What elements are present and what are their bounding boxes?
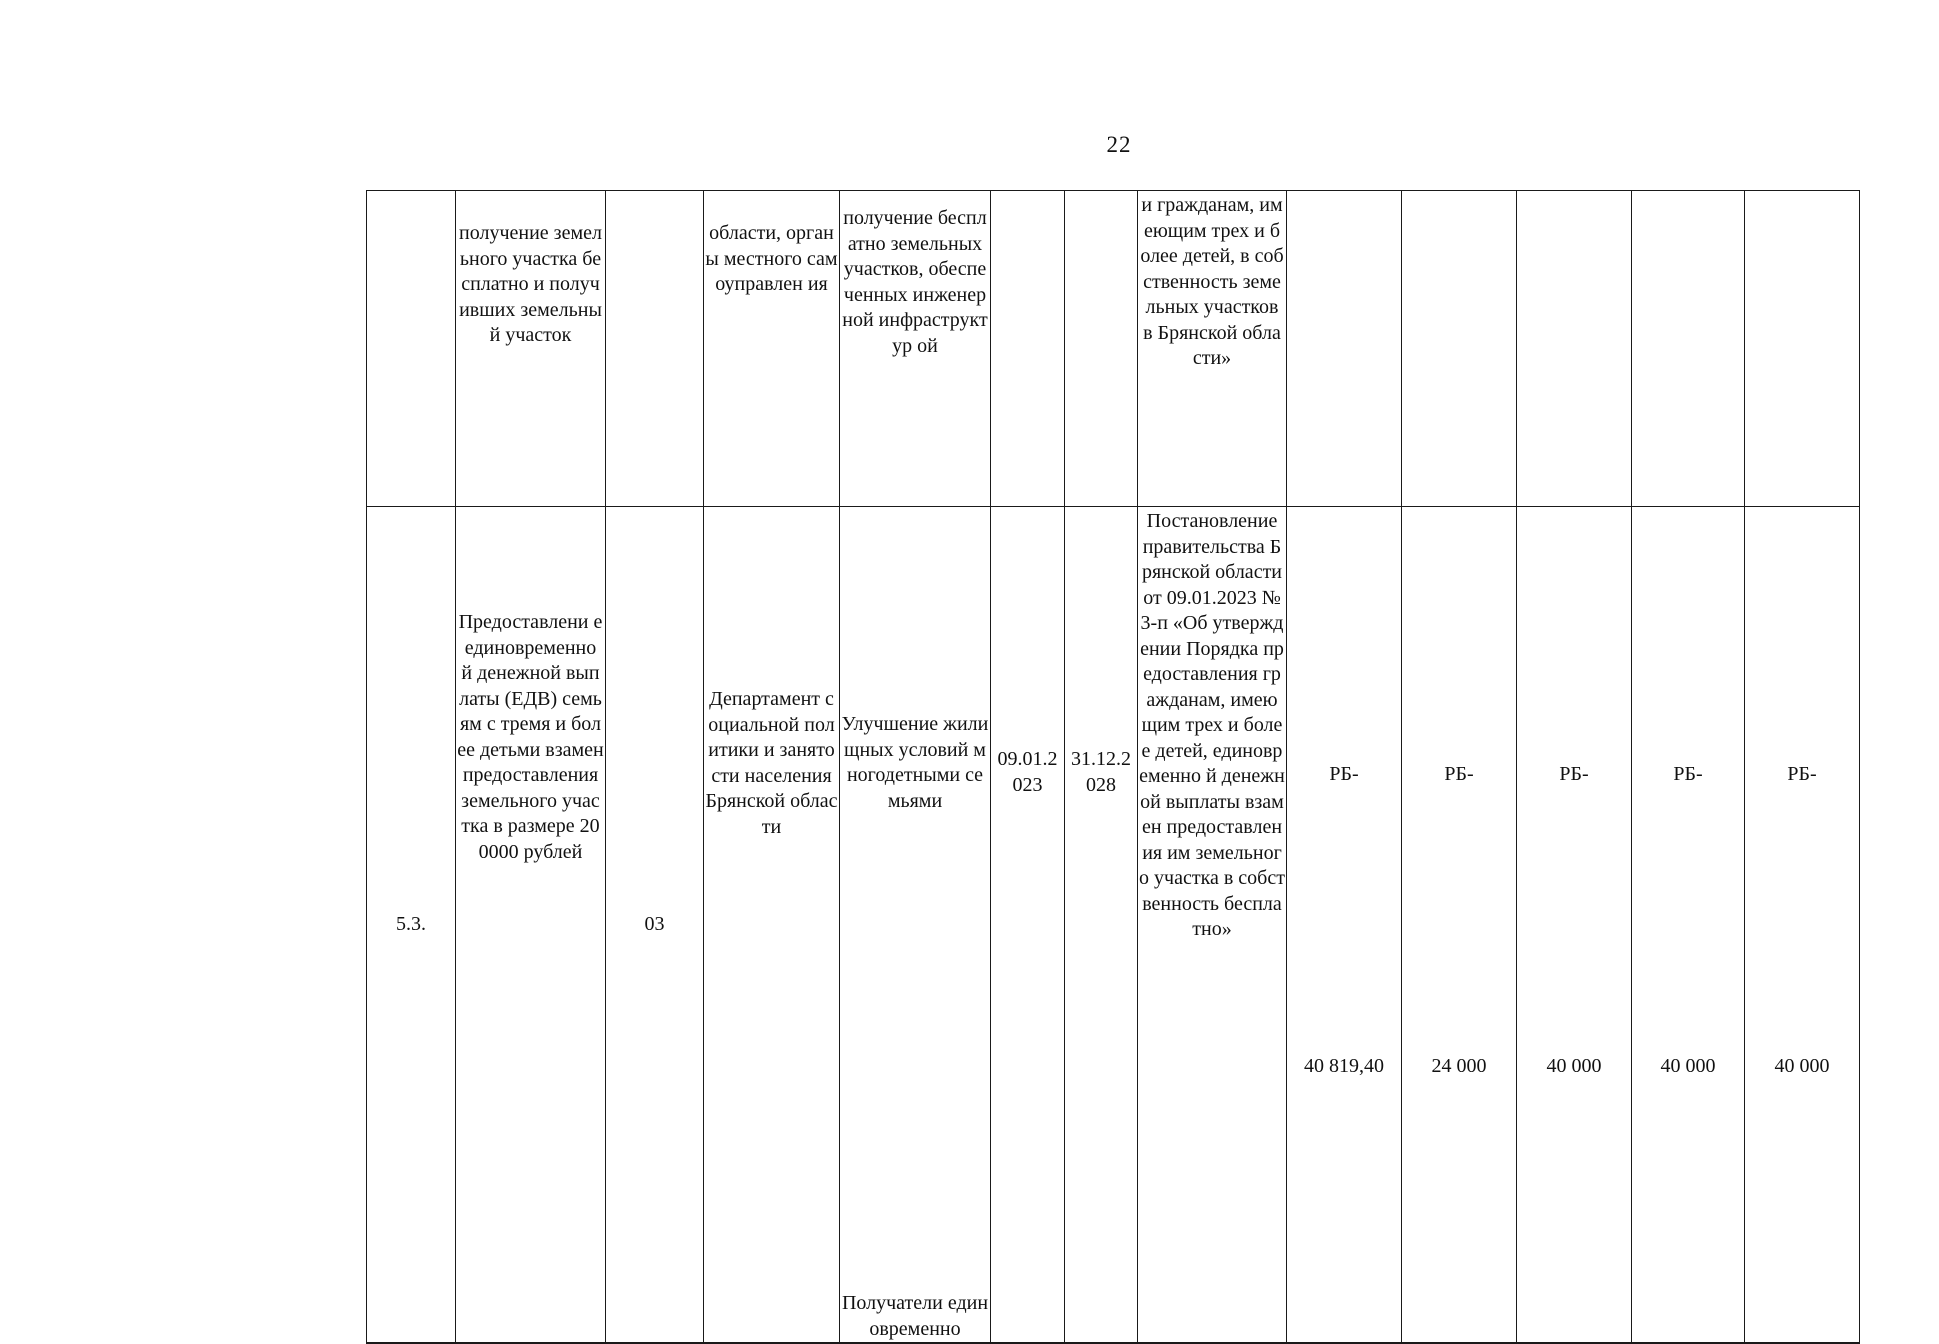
cell-finance-2 bbox=[1402, 507, 1517, 1344]
cell-finance-5 bbox=[1745, 507, 1860, 1344]
cell-finance-5 bbox=[1745, 191, 1860, 507]
cell-number: 5.3. bbox=[367, 507, 456, 1344]
finance-amount: 40 000 bbox=[1660, 1055, 1716, 1077]
cell-measure-name: Предоставлени е единовременно й денежной выплаты (ЕДВ) семьям с тремя и более детьми взамен предоставления земельного участка в размере 200000 рублей bbox=[456, 507, 606, 1344]
table-row bbox=[367, 507, 1860, 1344]
cell-result: получение бесплатно земельных участков, обеспеченных инженерной инфраструктур ой bbox=[840, 191, 991, 507]
finance-prefix: РБ- bbox=[1444, 763, 1474, 785]
cell-end-date: 31.12.2 028 bbox=[1065, 507, 1138, 1344]
cell-finance-3 bbox=[1517, 507, 1632, 1344]
finance-amount: 24 000 bbox=[1431, 1055, 1487, 1077]
cell-finance-2 bbox=[1402, 191, 1517, 507]
finance-amount: 40 000 bbox=[1774, 1055, 1830, 1077]
cell-finance-4 bbox=[1632, 507, 1745, 1344]
cell-number bbox=[367, 191, 456, 507]
finance-prefix: РБ- bbox=[1673, 763, 1703, 785]
finance-prefix: РБ- bbox=[1787, 763, 1817, 785]
finance-prefix: РБ- bbox=[1559, 763, 1589, 785]
cell-executor: Департамент социальной политики и занятости населения Брянской области bbox=[704, 507, 840, 1344]
finance-amount: 40 819,40 bbox=[1304, 1055, 1384, 1077]
table-row bbox=[367, 191, 1860, 507]
indicator-text: Получатели единовременно bbox=[841, 1292, 989, 1340]
finance-prefix: РБ- bbox=[1329, 763, 1359, 785]
cell-start-date: 09.01.2 023 bbox=[991, 507, 1065, 1344]
cell-end-date bbox=[1065, 191, 1138, 507]
page-number: 22 bbox=[1106, 132, 1132, 157]
finance-amount: 40 000 bbox=[1546, 1055, 1602, 1077]
cell-finance-3 bbox=[1517, 191, 1632, 507]
cell-code bbox=[606, 191, 704, 507]
program-measures-table bbox=[366, 190, 1860, 1344]
cell-executor: области, органы местного самоуправлен ия bbox=[704, 191, 840, 507]
cell-code: 03 bbox=[606, 507, 704, 1344]
cell-start-date bbox=[991, 191, 1065, 507]
cell-measure-name: получение земельного участка бесплатно и получивших земельный участок bbox=[456, 191, 606, 507]
cell-legal-act: Постановление правительства Брянской области от 09.01.2023 № 3-п «Об утверждении Порядка предоставления гражданам, имеющим трех и более детей, единовременно й денежной выплаты взамен предоставления им земельного участка в собственность бесплатно» bbox=[1138, 507, 1287, 1344]
cell-result bbox=[840, 507, 991, 1344]
cell-finance-1 bbox=[1287, 191, 1402, 507]
cell-legal-act: и гражданам, имеющим трех и более детей, в собственность земельных участков в Брянской области» bbox=[1138, 191, 1287, 507]
result-text: Улучшение жилищных условий многодетными семьями bbox=[841, 713, 989, 812]
cell-finance-4 bbox=[1632, 191, 1745, 507]
cell-finance-1 bbox=[1287, 507, 1402, 1344]
